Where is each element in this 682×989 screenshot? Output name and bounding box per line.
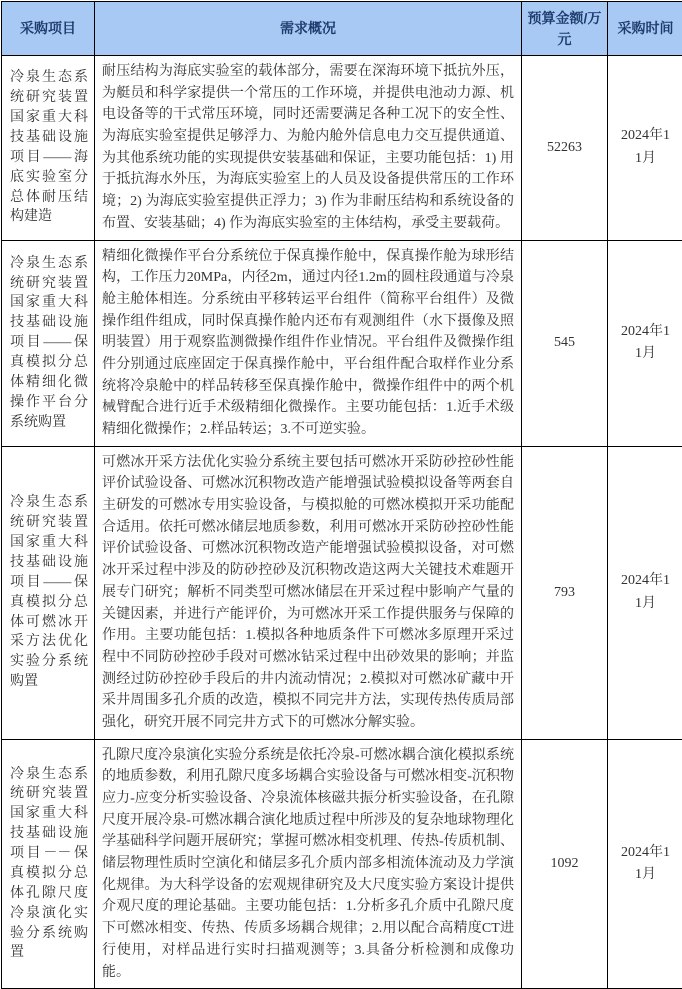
table-row: [2, 739, 682, 989]
budget-cell: 52263: [522, 56, 608, 241]
col-header-budget: 预算金额/万元: [522, 2, 608, 56]
col-header-overview: 需求概况: [95, 2, 522, 56]
table-row: [2, 240, 682, 446]
budget-cell: 545: [522, 240, 608, 446]
overview-cell: 可燃冰开采方法优化实验分系统主要包括可燃冰开采防砂控砂性能评价试验设备、可燃冰沉积物改造产能增强试验模拟设备等两套自主研发的可燃冰专用实验设备，与模拟舱的可燃冰模拟开采功能配合适用。依托可燃冰储层地质参数，利用可燃冰开采防砂控砂性能评价试验设备、可燃冰沉积物改造产能增强试验模拟设备，对可燃冰开采过程中涉及的防砂控砂及沉积物改造这两大关键技术难题开展专门研究；解析不同类型可燃冰储层在开采过程中影响产气量的关键因素，并进行产能评价，为可燃冰开采工作提供服务与保障的作用。主要功能包括：1.模拟各种地质条件下可燃冰多原理开采过程中不同防砂控砂手段对可燃冰钻采过程中出砂效果的影响；并监测经过防砂控砂手段后的井内流动情况；2.模拟对可燃冰矿藏中开采井周围多孔介质的改造，模拟不同完井方法，实现传热传质局部强化，研究开展不同完井方式下的可燃冰分解实验。: [95, 446, 522, 739]
col-header-project: 采购项目: [2, 2, 95, 56]
procurement-table: [1, 1, 682, 989]
time-cell: 2024年11月: [608, 56, 682, 241]
table-header-row: [2, 2, 682, 56]
overview-cell: 孔隙尺度冷泉演化实验分系统是依托冷泉-可燃冰耦合演化模拟系统的地质参数，利用孔隙尺度多场耦合实验设备与可燃冰相变-沉积物应力-应变分析实验设备、冷泉流体核磁共振分析实验设备，在孔隙尺度开展冷泉-可燃冰耦合演化地质过程中所涉及的复杂地球物理化学基础科学问题开展研究；掌握可燃冰相变机理、传热-传质机制、储层物理性质时空演化和储层多孔介质内部多相流体流动及力学演化规律。为大科学设备的宏观规律研究及大尺度实验方案设计提供介观尺度的理论基础。主要功能包括：1.分析多孔介质中孔隙尺度下可燃冰相变、传热、传质多场耦合规律；2.用以配合高精度CT进行使用，对样品进行实时扫描观测等；3.具备分析检测和成像功能。: [95, 739, 522, 989]
col-header-time: 采购时间: [608, 2, 682, 56]
time-cell: 2024年11月: [608, 739, 682, 989]
overview-cell: 耐压结构为海底实验室的载体部分，需要在深海环境下抵抗外压，为艇员和科学家提供一个常压的工作环境，并提供电池动力源、机电设备等的干式常压环境，同时还需要满足各种工况下的安全性、为海底实验室提供足够浮力、为舱内舱外信息电力交互提供通道、为其他系统功能的实现提供安装基础和保证，主要功能包括：1) 用于抵抗海水外压，为海底实验室上的人员及设备提供常压的工作环境；2) 为海底实验室提供正浮力；3) 作为非耐压结构和系统设备的布置、安装基础；4) 作为海底实验室的主体结构，承受主要载荷。: [95, 56, 522, 241]
project-cell: 冷泉生态系统研究装置国家重大科技基础设施项目－－保真模拟分总体孔隙尺度冷泉演化实验分系统购置: [2, 739, 95, 989]
project-cell: 冷泉生态系统研究装置国家重大科技基础设施项目——保真模拟分总体精细化微操作平台分系统购置: [2, 240, 95, 446]
project-cell: 冷泉生态系统研究装置国家重大科技基础设施项目——海底实验室分总体耐压结构建造: [2, 56, 95, 241]
project-cell: 冷泉生态系统研究装置国家重大科技基础设施项目——保真模拟分总体可燃冰开采方法优化实验分系统购置: [2, 446, 95, 739]
budget-cell: 793: [522, 446, 608, 739]
overview-cell: 精细化微操作平台分系统位于保真操作舱中，保真操作舱为球形结构，工作压力20MPa，内径2m，通过内径1.2m的圆柱段通道与冷泉舱主舱体相连。分系统由平移转运平台组件（简称平台组件）及微操作组件组成，同时保真操作舱内还布有观测组件（水下摄像及照明装置）用于观察监测微操作组件作业情况。平台组件及微操作组件分别通过底座固定于保真操作舱中，平台组件配合取样作业分系统将冷泉舱中的样品转移至保真操作舱中，微操作组件中的两个机械臂配合进行近手术级精细化微操作。主要功能包括：1.近手术级精细化微操作；2.样品转运；3.不可逆实验。: [95, 240, 522, 446]
budget-cell: 1092: [522, 739, 608, 989]
time-cell: 2024年11月: [608, 240, 682, 446]
table-row: [2, 446, 682, 739]
table-row: [2, 56, 682, 241]
time-cell: 2024年11月: [608, 446, 682, 739]
